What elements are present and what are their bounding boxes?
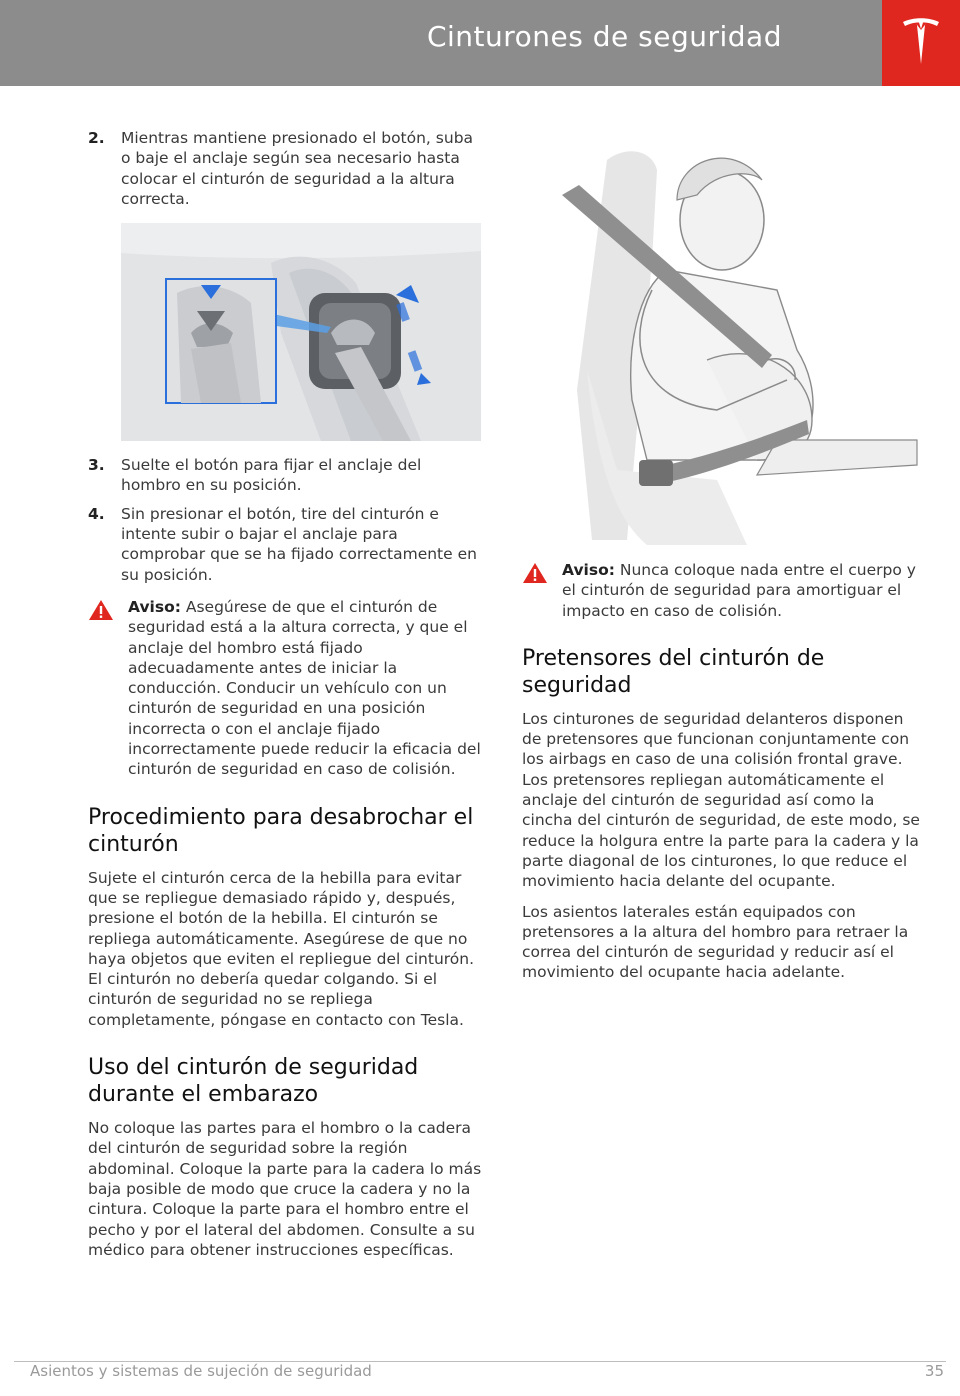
section-heading: Pretensores del cinturón de seguridad [522,645,825,698]
warning-triangle-icon [522,560,562,621]
right-column [522,560,920,993]
step-number: 2. [88,129,105,147]
section-paragraph: Los asientos laterales están equipados con pretensores a la altura del hombro para retraer la correa del cinturón de seguridad y reducir así el movimiento del ocupante hacia adelante. [522,902,909,982]
section-heading: Uso del cinturón de seguridad durante el embarazo [88,1055,419,1108]
step-text: Suelte el botón para fijar el anclaje del hombro en su posición. [121,456,422,495]
section-paragraph: No coloque las partes para el hombro o la cadera del cinturón de seguridad sobre la región abdominal. Coloque la parte para la cadera lo más baja posible de modo que cruce la cadera y no la cintura. Coloque la parte para el hombro entre el pecho y por el lateral del abdomen. Consulte a su médico para obtener instrucciones específicas. [88,1119,482,1259]
warning-label: Aviso: [562,561,615,579]
page-header-bar [0,0,882,86]
pregnant-seatbelt-illustration [557,140,927,545]
tesla-logo-icon [901,16,941,68]
warning-label: Aviso: [128,597,181,616]
page-title: Cinturones de seguridad [426,20,782,53]
left-column [88,128,483,1270]
warning-body: Nunca coloque nada entre el cuerpo y el cinturón de seguridad para amortiguar el impacto en caso de colisión. [562,561,916,620]
warning-notice [88,597,483,780]
section-heading: Procedimiento para desabrochar el cinturón [88,804,474,857]
warning-text [128,597,483,780]
step-2 [88,128,483,209]
step-text: Mientras mantiene presionado el botón, suba o baje el anclaje según sea necesario hasta colocar el cinturón de seguridad a la altura correcta. [121,129,474,208]
warning-triangle-icon [88,597,128,780]
warning-text [562,560,920,621]
step-number: 3. [88,456,105,475]
warning-notice [522,560,920,621]
section-paragraph: Sujete el cinturón cerca de la hebilla para evitar que se repliegue demasiado rápido y, después, presione el botón de la hebilla. El cinturón se repliega automáticamente. Asegúrese de que no haya objetos que eviten el repliegue del cinturón. El cinturón no debería quedar colgando. Si el cinturón de seguridad no se repliega completamente, póngase en contacto con Tesla. [88,868,475,1029]
step-4 [88,504,483,585]
section-paragraph: Los cinturones de seguridad delanteros disponen de pretensores que funcionan conjuntamente con los airbags en caso de una colisión frontal grave. Los pretensores repliegan automáticamente el anclaje del cinturón de seguridad así como la cincha del cinturón de seguridad, de este modo, se reduce la holgura entre la parte para la cadera y la parte diagonal de los cinturones, lo que reduce el movimiento hacia delante del ocupante. [522,709,920,891]
shoulder-anchor-illustration [121,223,481,441]
warning-body: Asegúrese de que el cinturón de seguridad está a la altura correcta, y que el anclaje del hombro está fijado adecuadamente antes de iniciar la conducción. Conducir un vehículo con un cinturón de seguridad en una posición incorrecta o con el anclaje fijado incorrectamente puede reducir la eficacia del cinturón de seguridad en caso de colisión. [128,597,481,779]
step-number: 4. [88,504,105,523]
step-text: Sin presionar el botón, tire del cinturón e intente subir o bajar el anclaje para comprobar que se ha fijado correctamente en su posición. [121,504,477,584]
step-3 [88,455,483,496]
page-number: 35 [924,1362,944,1380]
brand-logo-box [882,0,960,86]
footer-section-name: Asientos y sistemas de sujeción de seguridad [30,1362,372,1380]
